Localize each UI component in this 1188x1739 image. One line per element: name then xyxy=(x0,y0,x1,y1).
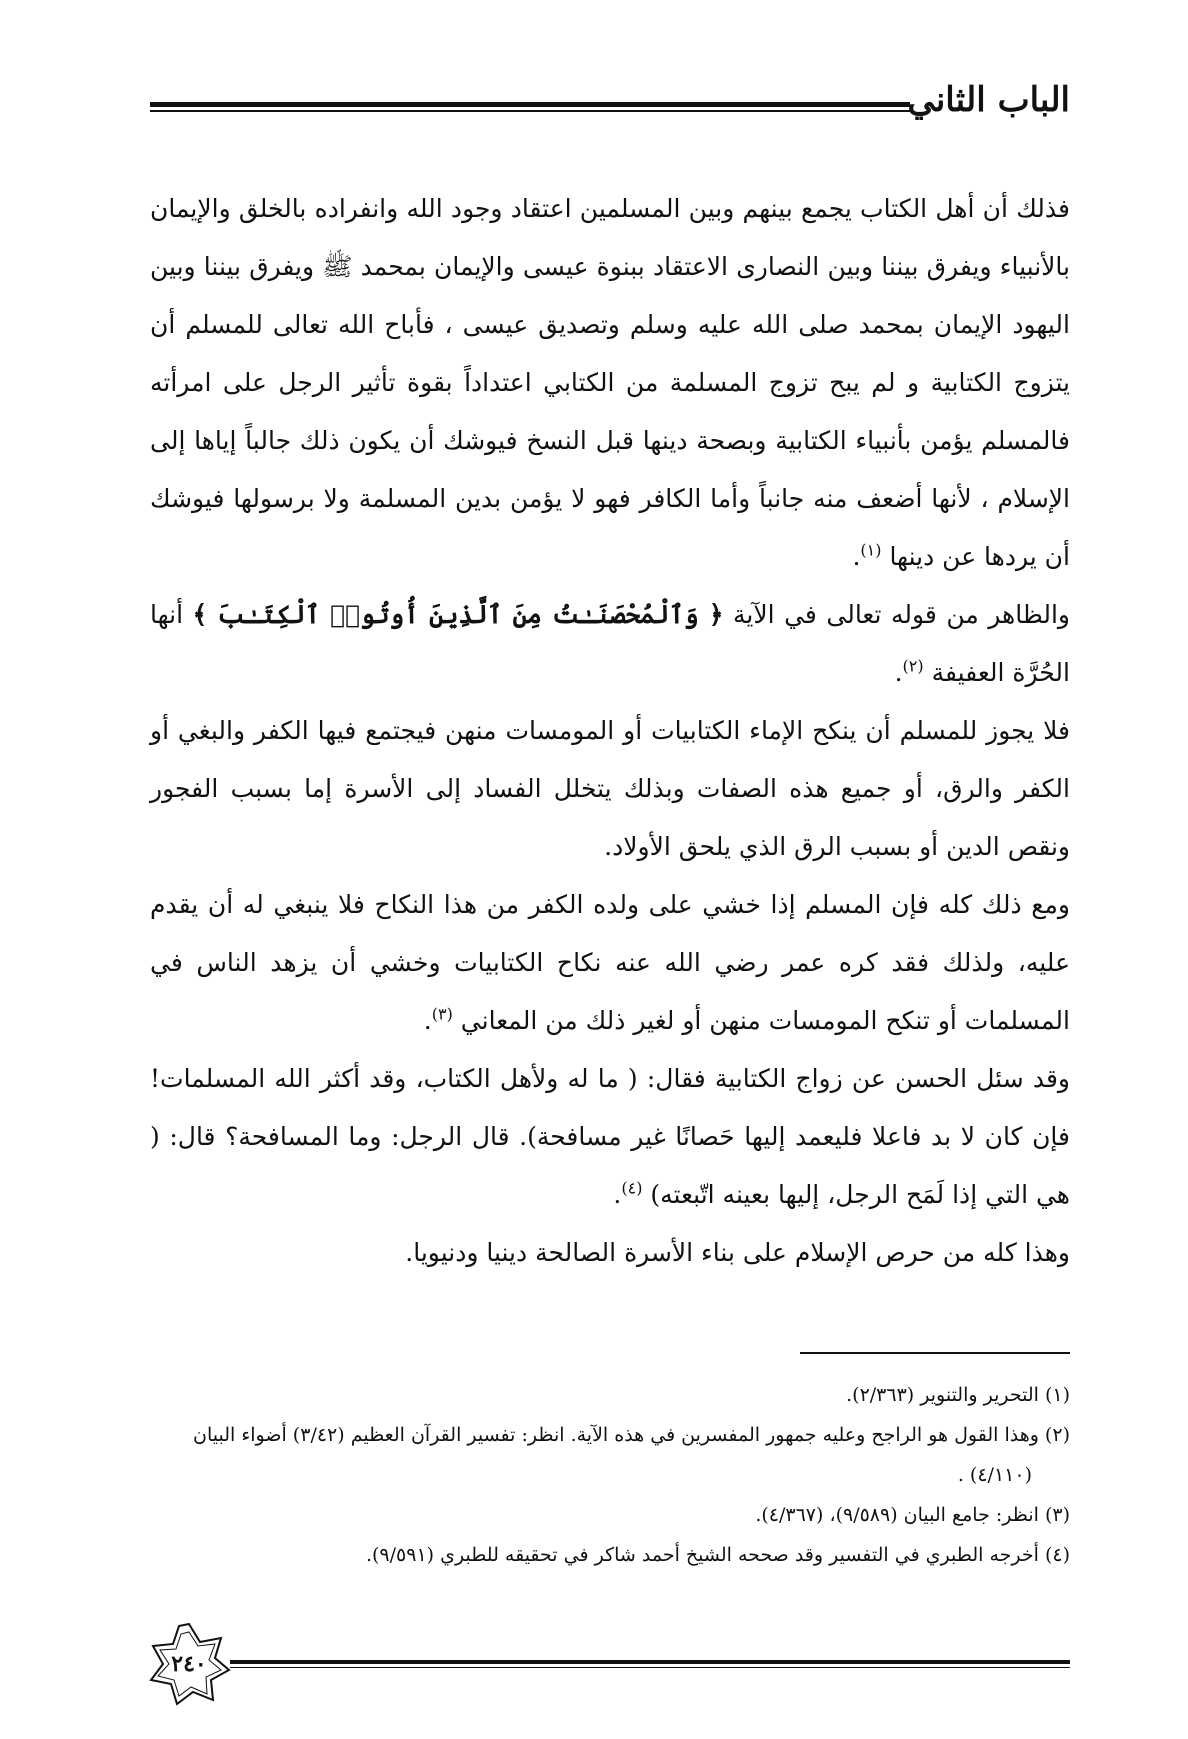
footnote-ref-3[interactable]: (٣) xyxy=(431,1004,453,1024)
header-rule xyxy=(150,102,910,112)
paragraph-text: وهذا كله من حرص الإسلام على بناء الأسرة الصالحة دينيا ودنيويا. xyxy=(405,1238,1070,1267)
paragraph-2 xyxy=(150,586,1070,702)
footnote-ref-2[interactable]: (٢) xyxy=(902,656,924,676)
paragraph-text: وقد سئل الحسن عن زواج الكتابية فقال: ( ما له ولأهل الكتاب، وقد أكثر الله المسلمات! فإن كان لا بد فاعلا فليعمد إليها حَصانًا غير مسافحة). قال الرجل: وما المسافحة؟ قال: ( هي التي إذا لَمَح الرجل، إليها بعينه اتّبعته) xyxy=(150,1064,1070,1209)
paragraph-text: فلا يجوز للمسلم أن ينكح الإماء الكتابيات أو المومسات منهن فيجتمع فيها الكفر والبغي أو الكفر والرق، أو جميع هذه الصفات وبذلك يتخلل الفساد إلى الأسرة إما بسبب الفجور ونقص الدين أو بسبب الرق الذي يلحق الأولاد. xyxy=(150,716,1070,861)
period: . xyxy=(423,1006,432,1035)
paragraph-6 xyxy=(150,1224,1070,1282)
paragraph-3 xyxy=(150,702,1070,876)
chapter-title: الباب الثاني xyxy=(907,80,1070,120)
page-number: ٢٤٠ xyxy=(171,1651,207,1677)
paragraph-4 xyxy=(150,876,1070,1050)
page-number-badge xyxy=(145,1620,233,1708)
footnote-ref-4[interactable]: (٤) xyxy=(621,1178,643,1198)
footnote-3: (٣) انظر: جامع البيان (٩/٥٨٩)، (٤/٣٦٧). xyxy=(755,1504,1070,1526)
paragraph-5 xyxy=(150,1050,1070,1224)
paragraph-text: أنها الحُرَّة العفيفة xyxy=(150,600,1070,687)
footnote-separator xyxy=(800,1352,1070,1354)
footnote-2: (٢) وهذا القول هو الراجح وعليه جمهور المفسرين في هذه الآية. انظر: تفسير القرآن العظيم (٣/٤٢) أضواء البيان xyxy=(193,1424,1070,1446)
footnote-ref-1[interactable]: (١) xyxy=(860,540,882,560)
period: . xyxy=(613,1180,622,1209)
period: . xyxy=(894,658,903,687)
page-header xyxy=(150,80,1070,140)
period: . xyxy=(852,542,861,571)
footnote-2-continued: (٤/١١٠) . xyxy=(957,1464,1032,1486)
paragraph-1 xyxy=(150,180,1070,586)
footnote-1: (١) التحرير والتنوير (٢/٣٦٣). xyxy=(846,1384,1070,1406)
paragraph-text: والظاهر من قوله تعالى في الآية xyxy=(733,600,1070,629)
paragraph-text: ومع ذلك كله فإن المسلم إذا خشي على ولده الكفر من هذا النكاح فلا ينبغي له أن يقدم عليه، ولذلك فقد كره عمر رضي الله عنه نكاح الكتابيات وخشي أن يزهد الناس في المسلمات أو تنكح المومسات منهن أو لغير ذلك من المعاني xyxy=(150,890,1070,1035)
quran-verse: ﴿ وَٱلْمُحْصَنَـٰتُ مِنَ ٱلَّذِينَ أُوتُوا۟ ٱلْكِتَـٰبَ ﴾ xyxy=(192,600,724,629)
footnotes xyxy=(150,1375,1070,1575)
footer-rule xyxy=(230,1660,1070,1668)
main-text xyxy=(150,180,1070,1282)
footnote-4: (٤) أخرجه الطبري في التفسير وقد صححه الشيخ أحمد شاكر في تحقيقه للطبري (٩/٥٩١). xyxy=(365,1544,1070,1566)
paragraph-text: فذلك أن أهل الكتاب يجمع بينهم وبين المسلمين اعتقاد وجود الله وانفراده بالخلق والإيمان بالأنبياء ويفرق بيننا وبين النصارى الاعتقاد ببنوة عيسى والإيمان بمحمد ﷺ ويفرق بيننا وبين اليهود الإيمان بمحمد صلى الله عليه وسلم وتصديق عيسى ، فأباح الله تعالى للمسلم أن يتزوج الكتابية و لم يبح تزوج المسلمة من الكتابي اعتداداً بقوة تأثير الرجل على امرأته فالمسلم يؤمن بأنبياء الكتابية وبصحة دينها قبل النسخ فيوشك أن يكون ذلك جالباً إياها إلى الإسلام ، لأنها أضعف منه جانباً وأما الكافر فهو لا يؤمن بدين المسلمة ولا برسولها فيوشك أن يردها عن دينها xyxy=(150,194,1070,571)
